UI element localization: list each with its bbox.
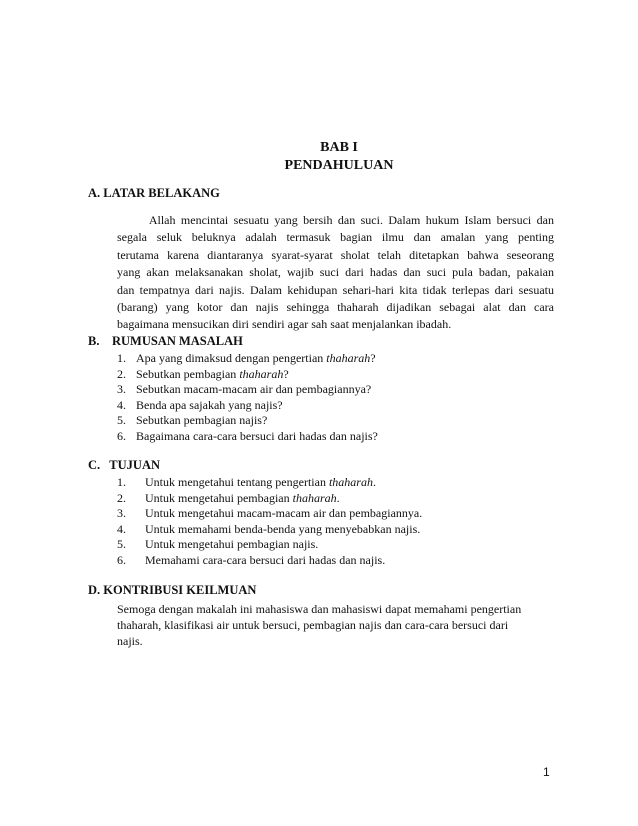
section-c-heading: C. TUJUAN [88,458,160,472]
list-item-term: thaharah [239,366,284,381]
list-item [117,491,422,507]
paragraph-line: (barang) yang kotor dan najis sehingga thaharah dijadikan sebagai alat dan cara [117,300,554,315]
list-item-text: Memahami cara-cara bersuci dari hadas dan najis. [145,552,386,567]
paragraph-line: thaharah, klasifikasi air untuk bersuci, pembagian najis dan cara-cara bersuci dari [117,618,509,632]
tujuan-list [117,475,422,569]
list-item-text: Sebutkan pembagian najis? [136,413,268,428]
list-item [117,506,422,522]
list-item-text: Benda apa sajakah yang najis? [136,397,283,412]
list-item [117,475,422,491]
list-item [117,522,422,538]
section-d-paragraph [117,601,547,649]
list-item-number: 5. [117,537,126,552]
list-item-text: Untuk mengetahui pembagian najis. [145,537,319,552]
paragraph-line: najis. [117,634,143,648]
section-b-heading: B. RUMUSAN MASALAH [88,334,243,348]
list-item-term: thaharah [328,475,373,489]
list-item-text: Untuk memahami benda-benda yang menyebabkan najis. [145,521,421,536]
list-item [117,398,378,414]
list-item-number: 4. [117,521,126,536]
paragraph-line: dan tempatnya dari najis. Dalam kehidupan sehari-hari kita tidak terlepas dari sesuatu [117,282,554,297]
list-item-number: 2. [117,490,126,505]
paragraph-line: bagaimana mensucikan diri sendiri agar sah saat menjalankan ibadah. [117,317,452,332]
list-item-number: 4. [117,397,126,412]
list-item-number: 3. [117,506,126,521]
section-a-paragraph [117,212,554,334]
paragraph-line: terutama karena diantaranya syarat-syarat sholat telah ditetapkan bahwa seseorang [117,247,554,262]
list-item-text: Sebutkan macam-macam air dan pembagiannya? [136,382,372,397]
list-item [117,429,378,445]
page-number: 1 [543,765,550,779]
list-item-text: Untuk mengetahui pembagian [145,490,293,505]
list-item-term: thaharah [292,490,337,505]
paragraph-line: yang akan melaksanakan sholat, wajib suci dari hadas dan suci pula badan, pakaian [117,265,554,280]
list-item-number: 6. [117,428,126,443]
list-item-number: 1. [117,351,126,365]
list-item-number: 6. [117,552,126,567]
paragraph-line: Semoga dengan makalah ini mahasiswa dan mahasiswi dapat memahami pengertian [117,602,522,616]
list-item-text: Sebutkan pembagian [136,366,240,381]
list-item [117,537,422,553]
list-item [117,382,378,398]
list-item [117,553,422,569]
list-item-text: Untuk mengetahui tentang pengertian [145,475,329,489]
list-item-suffix: . [336,490,340,505]
rumusan-masalah-list [117,351,378,445]
list-item [117,413,378,429]
list-item-text: Apa yang dimaksud dengan pengertian [136,351,327,365]
list-item [117,351,378,367]
list-item-suffix: ? [370,351,376,365]
chapter-number: BAB I [320,140,358,155]
paragraph-line: Allah mencintai sesuatu yang bersih dan suci. Dalam hukum Islam bersuci dan [117,213,554,227]
list-item-number: 1. [117,475,126,489]
list-item-text: Untuk mengetahui macam-macam air dan pembagiannya. [145,506,423,521]
section-a-heading: A. LATAR BELAKANG [88,186,220,200]
list-item-term: thaharah [326,351,371,365]
paragraph-line: segala seluk beluknya adalah termasuk bagian ilmu dan amalan yang penting [117,230,554,245]
list-item-number: 5. [117,413,126,428]
list-item-suffix: . [372,475,376,489]
list-item [117,367,378,383]
chapter-title: PENDAHULUAN [284,158,394,173]
list-item-text: Bagaimana cara-cara bersuci dari hadas dan najis? [136,428,378,443]
section-d-heading: D. KONTRIBUSI KEILMUAN [88,583,257,597]
list-item-number: 2. [117,366,126,381]
list-item-number: 3. [117,382,126,397]
list-item-suffix: ? [283,366,289,381]
